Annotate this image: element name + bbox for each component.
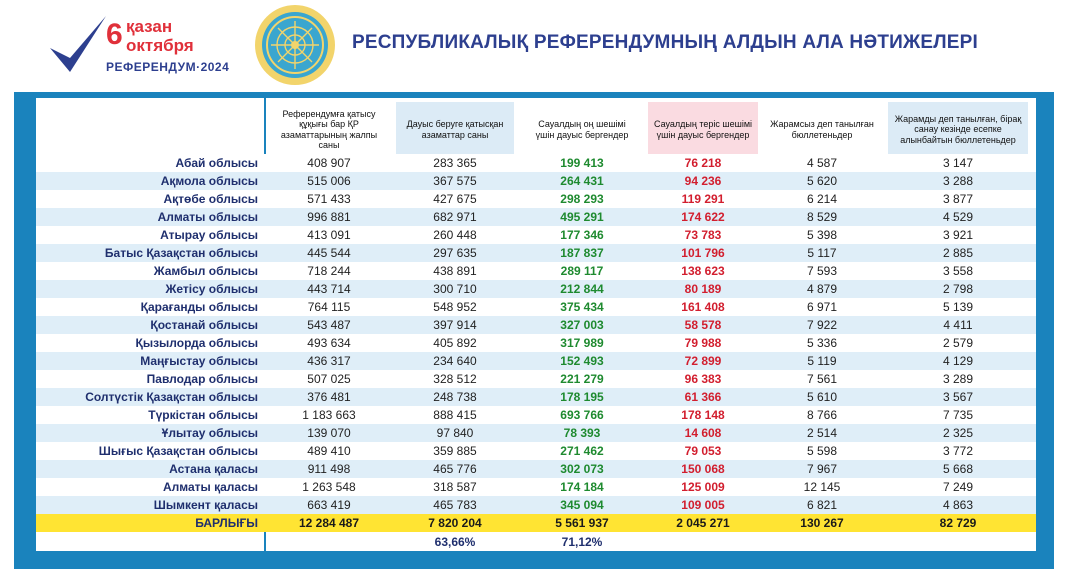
cell-participants: 97 840	[436, 426, 474, 440]
region-label: Қарағанды облысы	[140, 300, 258, 314]
cell-invalid: 7 922	[806, 318, 838, 332]
region-label: Түркістан облысы	[148, 408, 258, 422]
cell-uncounted: 4 411	[943, 318, 973, 332]
cell-eligible: 436 317	[307, 354, 351, 368]
cell-invalid: 5 598	[806, 444, 838, 458]
cell-participants: 548 952	[433, 300, 477, 314]
total-participants: 7 820 204	[428, 516, 482, 530]
cell-no: 150 068	[681, 462, 725, 476]
cell-invalid: 8 529	[806, 210, 838, 224]
total-no: 2 045 271	[676, 516, 730, 530]
table-row	[36, 262, 1036, 280]
header-uncounted-ballots: Жарамды деп танылған, бірақ санау кезінде есепке алынбайтын бюллетеньдер	[888, 102, 1028, 157]
cell-yes: 495 291	[560, 210, 604, 224]
table-row	[36, 496, 1036, 514]
cell-yes: 327 003	[560, 318, 604, 332]
cell-yes: 78 393	[563, 426, 601, 440]
cell-participants: 283 365	[433, 156, 477, 170]
cell-uncounted: 3 877	[942, 192, 974, 206]
checkmark-icon	[48, 12, 108, 76]
table-row	[36, 334, 1036, 352]
cell-eligible: 413 091	[307, 228, 351, 242]
cell-invalid: 5 610	[806, 390, 838, 404]
cell-participants: 318 587	[433, 480, 477, 494]
region-label: Солтүстік Қазақстан облысы	[85, 390, 258, 404]
cell-participants: 682 971	[433, 210, 477, 224]
table-row	[36, 478, 1036, 496]
table-row	[36, 154, 1036, 172]
region-label: Абай облысы	[175, 156, 258, 170]
cell-yes: 221 279	[560, 372, 604, 386]
total-invalid: 130 267	[800, 516, 844, 530]
cell-no: 178 148	[681, 408, 725, 422]
header-eligible-voters: Референдумға қатысу құқығы бар ҚР азаматтарының жалпы саны	[276, 102, 382, 157]
cell-yes: 174 184	[560, 480, 604, 494]
cell-yes: 152 493	[560, 354, 604, 368]
turnout-percent: 63,66%	[434, 535, 476, 549]
total-uncounted: 82 729	[939, 516, 977, 530]
cell-yes: 298 293	[560, 192, 604, 206]
cell-invalid: 6 821	[806, 498, 838, 512]
region-label: Жамбыл облысы	[153, 264, 258, 278]
cell-no: 138 623	[681, 264, 725, 278]
page-title: РЕСПУБЛИКАЛЫҚ РЕФЕРЕНДУМНЫҢ АЛДЫН АЛА НӘТИЖЕЛЕРІ	[352, 32, 978, 53]
cell-eligible: 543 487	[307, 318, 351, 332]
cell-eligible: 663 419	[307, 498, 351, 512]
table-row	[36, 424, 1036, 442]
region-label: Астана қаласы	[169, 462, 258, 476]
cell-participants: 465 776	[433, 462, 477, 476]
cell-participants: 367 575	[433, 174, 477, 188]
table-row	[36, 442, 1036, 460]
cell-participants: 234 640	[433, 354, 477, 368]
cell-participants: 359 885	[433, 444, 477, 458]
cell-eligible: 1 263 548	[302, 480, 356, 494]
cell-yes: 199 413	[560, 156, 604, 170]
table-row	[36, 244, 1036, 262]
cell-uncounted: 3 921	[942, 228, 974, 242]
cell-uncounted: 5 668	[942, 462, 974, 476]
cell-uncounted: 3 147	[942, 156, 974, 170]
table-row	[36, 226, 1036, 244]
region-label: Маңғыстау облысы	[140, 354, 258, 368]
cell-participants: 300 710	[433, 282, 477, 296]
region-label: Қостанай облысы	[150, 318, 258, 332]
header	[0, 0, 1067, 92]
region-label: Алматы қаласы	[162, 480, 258, 494]
cell-invalid: 12 145	[803, 480, 841, 494]
cell-no: 72 899	[684, 354, 722, 368]
election-commission-emblem-icon	[254, 4, 336, 86]
cell-invalid: 5 398	[806, 228, 838, 242]
cell-yes: 302 073	[560, 462, 604, 476]
table-row	[36, 316, 1036, 334]
cell-no: 80 189	[684, 282, 722, 296]
logo-month-kz: қазан	[126, 17, 173, 36]
table-row	[36, 208, 1036, 226]
cell-invalid: 2 514	[806, 426, 838, 440]
cell-uncounted: 7 249	[942, 480, 974, 494]
cell-yes: 289 117	[560, 264, 604, 278]
cell-yes: 187 837	[560, 246, 604, 260]
region-label: Ақмола облысы	[160, 174, 258, 188]
region-label: Батыс Қазақстан облысы	[104, 246, 258, 260]
region-label: Қызылорда облысы	[135, 336, 258, 350]
cell-eligible: 507 025	[307, 372, 351, 386]
cell-invalid: 5 117	[807, 246, 837, 260]
logo-month-ru: октября	[126, 36, 194, 55]
table-row	[36, 370, 1036, 388]
cell-no: 96 383	[684, 372, 722, 386]
cell-no: 73 783	[684, 228, 722, 242]
cell-eligible: 376 481	[307, 390, 351, 404]
cell-participants: 438 891	[433, 264, 477, 278]
cell-no: 101 796	[681, 246, 725, 260]
cell-yes: 693 766	[560, 408, 604, 422]
cell-participants: 888 415	[433, 408, 477, 422]
cell-eligible: 996 881	[307, 210, 351, 224]
cell-uncounted: 5 139	[942, 300, 974, 314]
cell-no: 79 053	[684, 444, 722, 458]
referendum-logo	[48, 8, 228, 80]
cell-eligible: 489 410	[307, 444, 351, 458]
table-row	[36, 172, 1036, 190]
cell-uncounted: 4 863	[942, 498, 974, 512]
cell-uncounted: 3 288	[942, 174, 974, 188]
cell-yes: 264 431	[560, 174, 604, 188]
cell-eligible: 764 115	[307, 300, 351, 314]
table-row	[36, 298, 1036, 316]
region-label: Шығыс Қазақстан облысы	[98, 444, 258, 458]
cell-no: 125 009	[681, 480, 725, 494]
cell-eligible: 718 244	[307, 264, 351, 278]
cell-uncounted: 3 289	[942, 372, 974, 386]
cell-no: 94 236	[684, 174, 722, 188]
total-label: БАРЛЫҒЫ	[195, 516, 258, 530]
cell-invalid: 5 119	[807, 354, 837, 368]
cell-yes: 345 094	[560, 498, 604, 512]
cell-no: 76 218	[684, 156, 722, 170]
logo-day: 6	[106, 18, 123, 51]
region-label: Жетісу облысы	[165, 282, 258, 296]
cell-invalid: 6 971	[806, 300, 838, 314]
total-row	[36, 514, 1036, 532]
cell-no: 79 988	[684, 336, 722, 350]
table-row	[36, 460, 1036, 478]
cell-yes: 212 844	[560, 282, 604, 296]
cell-invalid: 7 593	[806, 264, 838, 278]
table-row	[36, 280, 1036, 298]
yes-percent: 71,12%	[561, 535, 603, 549]
results-table	[36, 98, 1036, 551]
cell-uncounted: 4 529	[942, 210, 974, 224]
header-invalid-ballots: Жарамсыз деп танылған бюллетеньдер	[766, 102, 878, 157]
cell-yes: 178 195	[560, 390, 604, 404]
cell-participants: 397 914	[433, 318, 477, 332]
total-eligible: 12 284 487	[298, 516, 360, 530]
table-row	[36, 190, 1036, 208]
cell-yes: 177 346	[560, 228, 604, 242]
table-row	[36, 388, 1036, 406]
cell-eligible: 408 907	[307, 156, 351, 170]
cell-uncounted: 4 129	[942, 354, 974, 368]
cell-eligible: 515 006	[307, 174, 351, 188]
region-label: Ақтөбе облысы	[163, 192, 258, 206]
total-yes: 5 561 937	[555, 516, 609, 530]
cell-participants: 248 738	[433, 390, 477, 404]
header-participants: Дауыс беруге қатысқан азаматтар саны	[396, 102, 514, 157]
cell-eligible: 493 634	[307, 336, 351, 350]
cell-no: 174 622	[681, 210, 725, 224]
region-label: Ұлытау облысы	[161, 426, 258, 440]
region-label: Атырау облысы	[160, 228, 258, 242]
cell-uncounted: 3 772	[942, 444, 974, 458]
cell-uncounted: 2 325	[942, 426, 974, 440]
cell-invalid: 7 561	[806, 372, 838, 386]
region-label: Павлодар облысы	[146, 372, 258, 386]
cell-participants: 427 675	[433, 192, 477, 206]
cell-participants: 260 448	[433, 228, 477, 242]
cell-uncounted: 2 885	[942, 246, 974, 260]
cell-invalid: 7 967	[806, 462, 838, 476]
cell-eligible: 1 183 663	[302, 408, 356, 422]
header-no-votes: Сауалдың теріс шешімі үшін дауыс бергендер	[648, 102, 758, 157]
cell-uncounted: 3 558	[942, 264, 974, 278]
cell-uncounted: 2 798	[942, 282, 974, 296]
cell-no: 109 005	[681, 498, 725, 512]
table-row	[36, 352, 1036, 370]
cell-invalid: 6 214	[806, 192, 838, 206]
cell-invalid: 5 620	[806, 174, 838, 188]
header-yes-votes: Сауалдың оң шешімі үшін дауыс бергендер	[526, 102, 638, 157]
cell-no: 61 366	[684, 390, 722, 404]
region-label: Алматы облысы	[157, 210, 258, 224]
cell-no: 14 608	[684, 426, 722, 440]
cell-uncounted: 3 567	[942, 390, 974, 404]
cell-participants: 405 892	[433, 336, 477, 350]
logo-subtitle: РЕФЕРЕНДУМ·2024	[106, 60, 230, 74]
cell-invalid: 8 766	[806, 408, 838, 422]
region-label: Шымкент қаласы	[153, 498, 258, 512]
cell-participants: 465 783	[433, 498, 477, 512]
cell-eligible: 571 433	[307, 192, 351, 206]
cell-yes: 375 434	[560, 300, 604, 314]
cell-invalid: 4 879	[806, 282, 838, 296]
cell-uncounted: 7 735	[942, 408, 974, 422]
cell-yes: 317 989	[560, 336, 604, 350]
table-row	[36, 406, 1036, 424]
cell-uncounted: 2 579	[942, 336, 974, 350]
cell-eligible: 445 544	[307, 246, 351, 260]
cell-yes: 271 462	[560, 444, 604, 458]
cell-eligible: 139 070	[307, 426, 351, 440]
cell-no: 58 578	[684, 318, 722, 332]
cell-invalid: 4 587	[806, 156, 838, 170]
cell-eligible: 443 714	[307, 282, 351, 296]
cell-participants: 297 635	[433, 246, 477, 260]
cell-no: 161 408	[681, 300, 725, 314]
cell-participants: 328 512	[433, 372, 477, 386]
cell-no: 119 291	[681, 192, 725, 206]
cell-invalid: 5 336	[806, 336, 838, 350]
cell-eligible: 911 498	[307, 462, 351, 476]
